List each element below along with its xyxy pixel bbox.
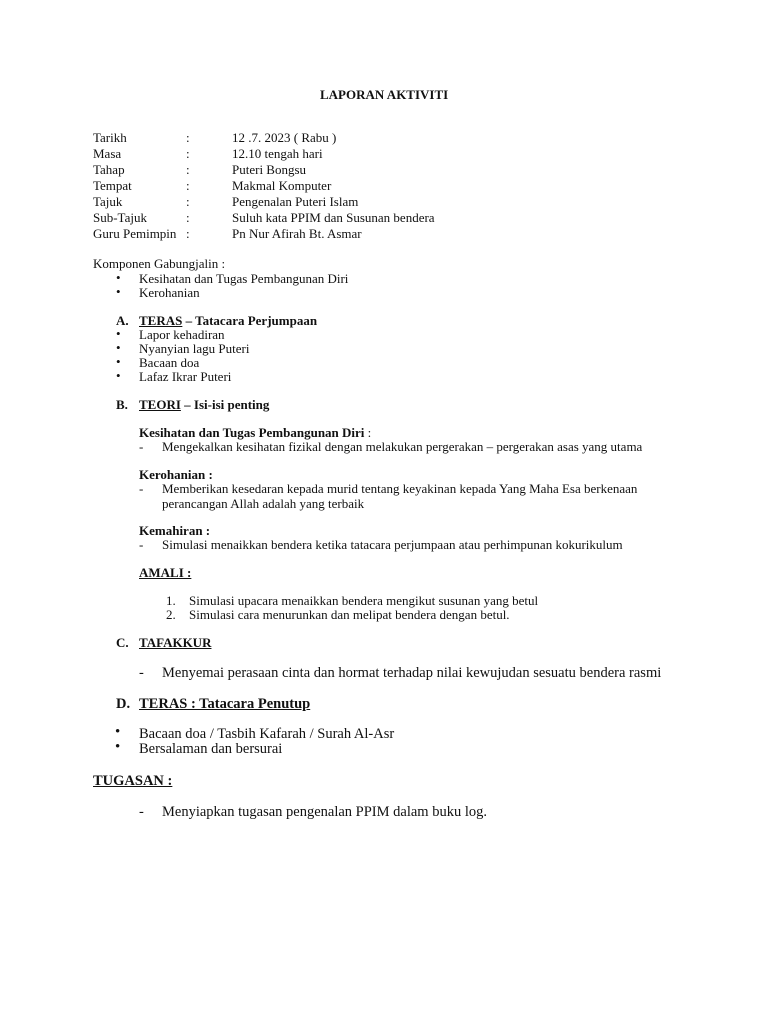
subsection-title-suffix: : <box>364 425 372 440</box>
info-label: Masa <box>93 146 122 161</box>
tugasan-title: TUGASAN : <box>93 773 173 789</box>
info-value: Pn Nur Afirah Bt. Asmar <box>232 226 362 241</box>
list-number: 1. <box>166 593 176 608</box>
list-item: Kesihatan dan Tugas Pembangunan Diri <box>139 271 349 286</box>
bullet-icon: • <box>116 368 121 383</box>
info-value: Suluh kata PPIM dan Susunan bendera <box>232 210 435 225</box>
bullet-icon: • <box>116 354 121 369</box>
info-value: Pengenalan Puteri Islam <box>232 194 359 209</box>
info-separator: : <box>186 226 190 241</box>
page-title: LAPORAN AKTIVITI <box>320 87 449 102</box>
bullet-icon: • <box>116 340 121 355</box>
info-label: Tarikh <box>93 130 127 145</box>
list-item: Lapor kehadiran <box>139 327 225 342</box>
section-c-heading: TAFAKKUR <box>139 635 212 650</box>
info-value: Makmal Komputer <box>232 178 332 193</box>
info-separator: : <box>186 178 190 193</box>
list-item: Simulasi cara menurunkan dan melipat bendera dengan betul. <box>189 607 510 622</box>
subsection-title-text: Kesihatan dan Tugas Pembangunan Diri <box>139 425 365 440</box>
list-item: Menyiapkan tugasan pengenalan PPIM dalam buku log. <box>162 804 487 820</box>
info-separator: : <box>186 162 190 177</box>
section-marker: C. <box>116 635 129 650</box>
info-separator: : <box>186 146 190 161</box>
section-b-label: TEORI <box>139 397 181 412</box>
dash-marker: - <box>139 665 144 681</box>
list-item: Simulasi upacara menaikkan bendera mengikut susunan yang betul <box>189 593 539 608</box>
bullet-icon: • <box>116 326 121 341</box>
list-item: Kerohanian <box>139 285 200 300</box>
dash-marker: - <box>139 439 144 454</box>
info-value: 12 .7. 2023 ( Rabu ) <box>232 130 337 145</box>
section-marker: B. <box>116 397 128 412</box>
list-item: Lafaz Ikrar Puteri <box>139 369 232 384</box>
section-marker: A. <box>116 313 129 328</box>
list-item: Simulasi menaikkan bendera ketika tatacara perjumpaan atau perhimpunan kokurikulum <box>162 537 623 552</box>
info-separator: : <box>186 130 190 145</box>
info-label: Tempat <box>93 178 132 193</box>
bullet-icon: • <box>115 739 121 755</box>
section-marker: D. <box>116 696 131 712</box>
section-a-rest: – Tatacara Perjumpaan <box>182 313 318 328</box>
info-label: Sub-Tajuk <box>93 210 147 225</box>
list-item: Bacaan doa / Tasbih Kafarah / Surah Al-Asr <box>139 726 395 742</box>
subsection-title <box>139 425 371 440</box>
dash-marker: - <box>139 537 144 552</box>
bullet-icon: • <box>116 284 121 299</box>
info-value: Puteri Bongsu <box>232 162 307 177</box>
list-item: Menyemai perasaan cinta dan hormat terhadap nilai kewujudan sesuatu bendera rasmi <box>162 665 662 681</box>
info-label: Guru Pemimpin <box>93 226 177 241</box>
info-label: Tahap <box>93 162 125 177</box>
dash-marker: - <box>139 804 144 820</box>
komponen-heading: Komponen Gabungjalin : <box>93 256 226 271</box>
section-b-rest: – Isi-isi penting <box>180 397 270 412</box>
list-number: 2. <box>166 607 176 622</box>
section-d-heading: TERAS : Tatacara Penutup <box>139 696 311 712</box>
bullet-icon: • <box>115 724 121 740</box>
section-b-heading <box>139 397 269 412</box>
list-item: Bersalaman dan bersurai <box>139 741 283 757</box>
list-item: Mengekalkan kesihatan fizikal dengan melakukan pergerakan – pergerakan asas yang utama <box>162 439 643 454</box>
info-separator: : <box>186 194 190 209</box>
info-label: Tajuk <box>93 194 123 209</box>
list-item: Memberikan kesedaran kepada murid tentang keyakinan kepada Yang Maha Esa berkenaan perancangan Allah adalah yang terbaik <box>162 481 638 511</box>
amali-title: AMALI : <box>139 565 192 580</box>
dash-marker: - <box>139 481 144 496</box>
list-item: Bacaan doa <box>139 355 200 370</box>
bullet-icon: • <box>116 270 121 285</box>
subsection-title: Kemahiran : <box>139 523 211 538</box>
section-a-label: TERAS <box>139 313 183 328</box>
subsection-title: Kerohanian : <box>139 467 213 482</box>
info-value: 12.10 tengah hari <box>232 146 323 161</box>
section-a-heading <box>139 313 317 328</box>
list-item: Nyanyian lagu Puteri <box>139 341 250 356</box>
info-separator: : <box>186 210 190 225</box>
